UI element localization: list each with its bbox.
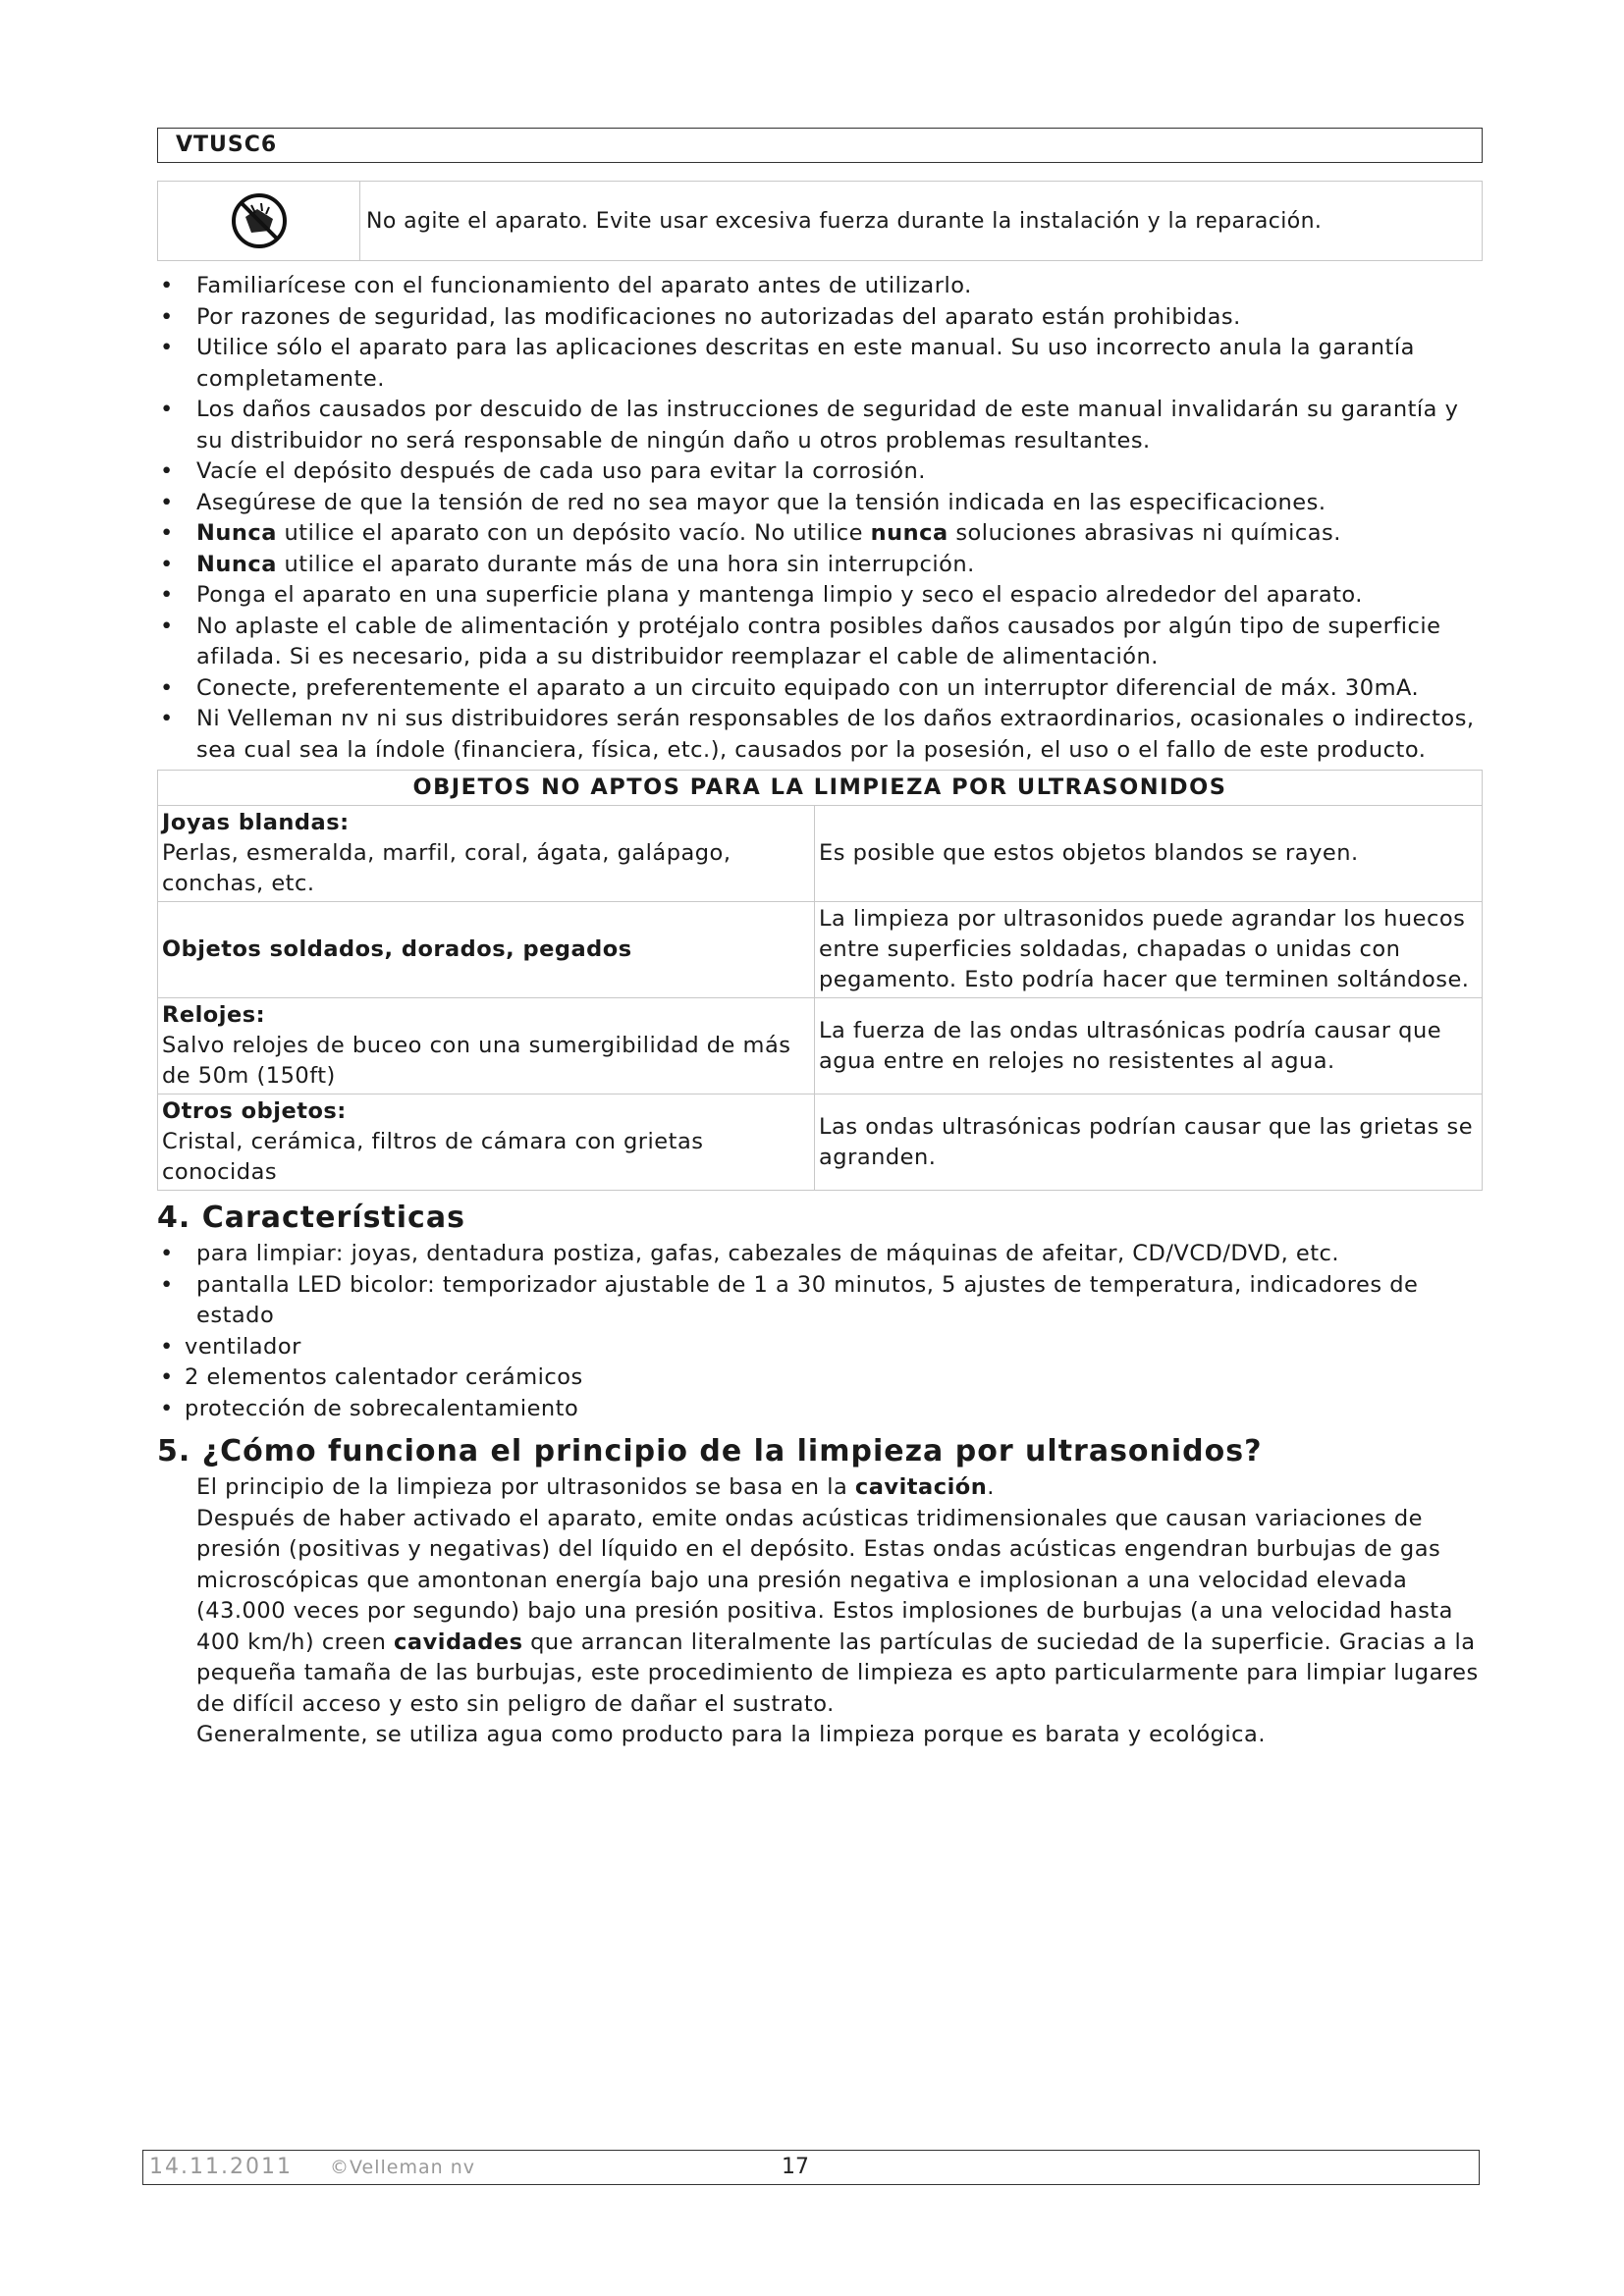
- list-item: • Por razones de seguridad, las modificaciones no autorizadas del aparato están prohibidas.: [157, 302, 1483, 334]
- safety-list: [157, 271, 1483, 766]
- row-heading: Otros objetos:: [162, 1098, 347, 1124]
- row-heading: Objetos soldados, dorados, pegados: [162, 936, 632, 962]
- table-row: [158, 902, 1483, 998]
- row-note: Las ondas ultrasónicas podrían causar que las grietas se agranden.: [815, 1095, 1483, 1191]
- row-detail: Cristal, cerámica, filtros de cámara con grietas conocidas: [162, 1129, 704, 1185]
- list-item: • Conecte, preferentemente el aparato a un circuito equipado con un interruptor diferencial de máx. 30mA.: [157, 673, 1483, 705]
- text-span: Después de haber activado el aparato, emite ondas acústicas tridimensionales que causan variaciones de presión (positivas y negativas) del líquido en el depósito. Estas ondas acústicas engendran burbujas de gas microscópicas que amontonan energía bajo una presión negativa e implosionan a una velocidad elevada (43.000 veces por segundo) bajo una presión positiva. Estos implosiones de burbujas (a una velocidad hasta 400 km/h) creen: [196, 1505, 1453, 1655]
- list-item: [157, 518, 1483, 550]
- table-row: [158, 806, 1483, 902]
- page-footer: [142, 2150, 1480, 2185]
- text-span: .: [987, 1474, 995, 1500]
- bold-word: cavitación: [854, 1474, 988, 1500]
- text-span: El principio de la limpieza por ultrasonidos se basa en la: [196, 1474, 855, 1500]
- text-span: utilice el aparato con un depósito vacío. No utilice: [276, 520, 871, 546]
- list-item: • Ni Velleman nv ni sus distribuidores serán responsables de los daños extraordinarios, ocasionales o indirectos, sea cual sea la índole (financiera, física, etc.), causados por la posesión, el uso o el fallo de este producto.: [157, 704, 1483, 766]
- warning-text: No agite el aparato. Evite usar excesiva fuerza durante la instalación y la reparación.: [366, 208, 1323, 234]
- principle-paragraph-2: [157, 1504, 1483, 1721]
- list-item: • protección de sobrecalentamiento: [157, 1394, 1483, 1425]
- table-cell: [158, 806, 815, 902]
- table-cell: [158, 902, 815, 998]
- list-item: • Vacíe el depósito después de cada uso para evitar la corrosión.: [157, 456, 1483, 488]
- features-title: 4. Características: [157, 1201, 465, 1235]
- table-row: [158, 998, 1483, 1095]
- row-detail: Salvo relojes de buceo con una sumergibilidad de más de 50m (150ft): [162, 1033, 791, 1089]
- row-heading: Joyas blandas:: [162, 810, 350, 835]
- row-detail: Perlas, esmeralda, marfil, coral, ágata, galápago, conchas, etc.: [162, 840, 731, 896]
- model-header: [157, 128, 1483, 163]
- list-item: • 2 elementos calentador cerámicos: [157, 1362, 1483, 1394]
- table-row: [158, 1095, 1483, 1191]
- table-cell: [158, 998, 815, 1095]
- warning-row: [157, 181, 1483, 261]
- table-cell: [158, 1095, 815, 1191]
- list-item: • Ponga el aparato en una superficie plana y mantenga limpio y seco el espacio alrededor del aparato.: [157, 580, 1483, 612]
- list-item: • Asegúrese de que la tensión de red no sea mayor que la tensión indicada en las especificaciones.: [157, 488, 1483, 519]
- row-note: Es posible que estos objetos blandos se rayen.: [815, 806, 1483, 902]
- text-span: soluciones abrasivas ni químicas.: [947, 520, 1341, 546]
- model-name: VTUSC6: [176, 133, 278, 157]
- list-item: • ventilador: [157, 1332, 1483, 1363]
- text-span: utilice el aparato durante más de una hora sin interrupción.: [276, 551, 975, 577]
- no-shaking-icon: [158, 182, 360, 260]
- bold-word: nunca: [870, 520, 948, 546]
- bold-word: Nunca: [196, 551, 277, 577]
- features-list: [157, 1239, 1483, 1332]
- row-note: La limpieza por ultrasonidos puede agrandar los huecos entre superficies soldadas, chapadas o unidas con pegamento. Esto podría hacer que terminen soltándose.: [815, 902, 1483, 998]
- principle-paragraph-1: [157, 1472, 1483, 1504]
- row-note: La fuerza de las ondas ultrasónicas podría causar que agua entre en relojes no resistentes al agua.: [815, 998, 1483, 1095]
- features-list-short: [157, 1332, 1483, 1425]
- text-span: que arrancan literalmente las partículas de suciedad de la superficie. Gracias a la pequeña tamaña de las burbujas, este procedimiento de limpieza es apto particularmente para limpiar lugares de difícil acceso y esto sin peligro de dañar el sustrato.: [196, 1629, 1479, 1717]
- list-item: • Los daños causados por descuido de las instrucciones de seguridad de este manual invalidarán su garantía y su distribuidor no será responsable de ningún daño u otros problemas resultantes.: [157, 395, 1483, 456]
- list-item: • No aplaste el cable de alimentación y protéjalo contra posibles daños causados por algún tipo de superficie afilada. Si es necesario, pida a su distribuidor reemplazar el cable de alimentación.: [157, 612, 1483, 673]
- list-item: • Utilice sólo el aparato para las aplicaciones descritas en este manual. Su uso incorrecto anula la garantía completamente.: [157, 333, 1483, 395]
- bold-word: cavidades: [394, 1629, 523, 1655]
- list-item: • Familiarícese con el funcionamiento del aparato antes de utilizarlo.: [157, 271, 1483, 302]
- bold-word: Nunca: [196, 520, 277, 546]
- principle-paragraph-3: Generalmente, se utiliza agua como producto para la limpieza porque es barata y ecológica.: [196, 1722, 1266, 1747]
- list-item: • para limpiar: joyas, dentadura postiza, gafas, cabezales de máquinas de afeitar, CD/VCD/DVD, etc.: [157, 1239, 1483, 1270]
- list-item: [157, 550, 1483, 581]
- page: [157, 128, 1483, 1751]
- objects-table: [157, 770, 1483, 1191]
- list-item: • pantalla LED bicolor: temporizador ajustable de 1 a 30 minutos, 5 ajustes de temperatura, indicadores de estado: [157, 1270, 1483, 1332]
- footer-copyright: ©Velleman nv: [330, 2157, 475, 2178]
- row-heading: Relojes:: [162, 1002, 266, 1028]
- table-title: OBJETOS NO APTOS PARA LA LIMPIEZA POR ULTRASONIDOS: [158, 771, 1483, 806]
- page-number: 17: [782, 2155, 809, 2179]
- footer-date: 14.11.2011: [149, 2155, 293, 2179]
- principle-title: 5. ¿Cómo funciona el principio de la limpieza por ultrasonidos?: [157, 1434, 1263, 1468]
